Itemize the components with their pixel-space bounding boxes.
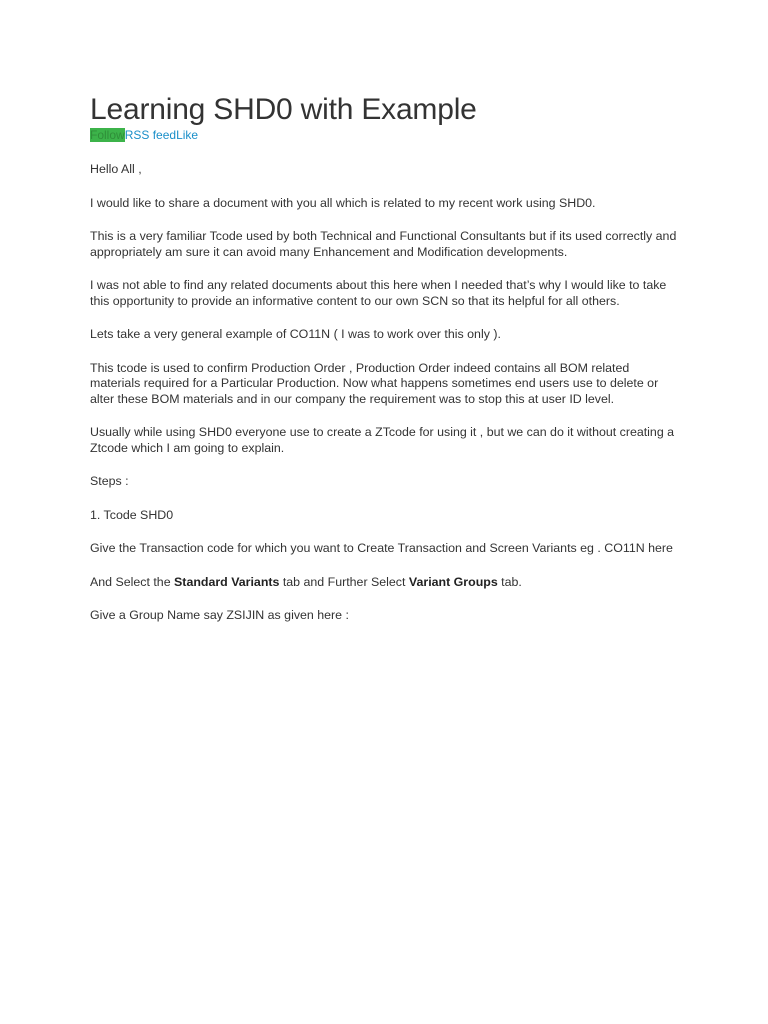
paragraph-ztcode: Usually while using SHD0 everyone use to create a ZTcode for using it , but we can do it without creating a Ztcode which I am going to explain.: [90, 425, 675, 455]
rss-feed-link[interactable]: RSS feed: [124, 128, 177, 142]
paragraph-related-docs: I was not able to find any related documents about this here when I needed that’s why I would like to take this opportunity to provide an informative content to our own SCN so that its helpful for all others.: [90, 278, 667, 308]
follow-button[interactable]: Follow: [90, 128, 125, 142]
paragraph-tcode-familiar: This is a very familiar Tcode used by both Technical and Functional Consultants but if its used correctly and appropriately am sure it can avoid many Enhancement and Modification developments.: [90, 229, 677, 259]
paragraph-steps-heading: Steps :: [90, 474, 129, 488]
paragraph-tcode-usage: This tcode is used to confirm Production Order , Production Order indeed contains all BOM related materials required for a Particular Production. Now what happens sometimes end users use to delete or alter these BOM materials and in our company the requirement was to stop this at user ID level.: [90, 360, 659, 406]
document-page: [90, 92, 680, 642]
select-prefix: And Select the: [90, 574, 175, 589]
paragraph-select-tabs: [90, 575, 680, 591]
paragraph-step-1: 1. Tcode SHD0: [90, 507, 174, 522]
variant-groups-label: Variant Groups: [408, 574, 498, 589]
select-suffix: tab.: [497, 574, 522, 589]
action-links: [90, 128, 680, 142]
like-link[interactable]: Like: [176, 128, 199, 142]
document-body: [90, 162, 680, 624]
paragraph-intro: I would like to share a document with you all which is related to my recent work using SHD0.: [90, 195, 596, 210]
paragraph-give-tcode: Give the Transaction code for which you want to Create Transaction and Screen Variants eg . CO11N here: [90, 541, 673, 555]
paragraph-group-name: Give a Group Name say ZSIJIN as given here :: [90, 608, 349, 622]
select-middle: tab and Further Select: [279, 574, 409, 589]
paragraph-example: Lets take a very general example of CO11N ( I was to work over this only ).: [90, 327, 501, 341]
standard-variants-label: Standard Variants: [174, 574, 280, 589]
page-title: Learning SHD0 with Example: [90, 93, 477, 126]
paragraph-greeting: Hello All ,: [90, 162, 142, 176]
